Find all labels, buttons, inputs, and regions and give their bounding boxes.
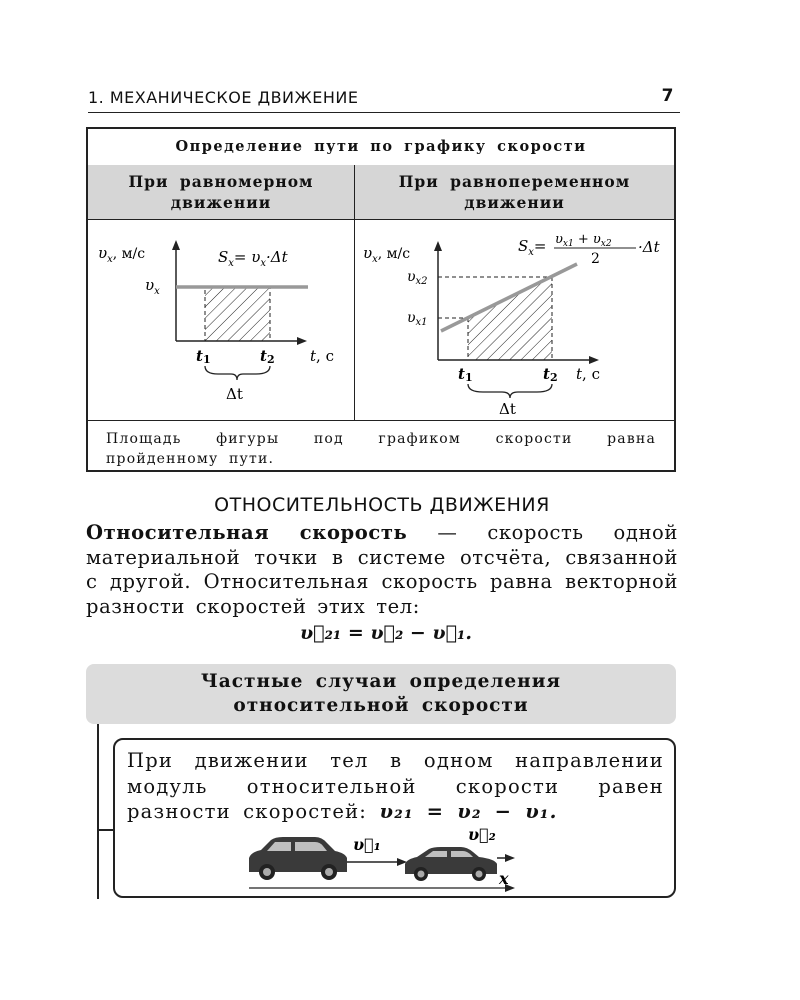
uniform-distance-formula: $S_x= \upsilon_x\cdot\Delta t$ — [218, 248, 288, 269]
car-2-icon — [405, 847, 497, 881]
uniform-graph-cell — [88, 220, 355, 420]
t1-label: t1 — [458, 365, 473, 384]
delta-t-brace — [468, 384, 552, 398]
relative-velocity-definition — [86, 521, 678, 619]
velocity-level-label: $\upsilon_x$ — [145, 276, 160, 297]
case-bracket-tick — [97, 829, 113, 831]
velocity-axis-label: $\upsilon_x$, м/с — [98, 244, 146, 265]
column-header-uniform — [88, 165, 355, 220]
section-title: ОТНОСИТЕЛЬНОСТЬ ДВИЖЕНИЯ — [214, 494, 550, 516]
v2-vector-label: υ⃗₂ — [468, 826, 496, 844]
special-cases-title-line2: относительной скорости — [233, 695, 529, 716]
page-header — [88, 86, 680, 113]
variable-velocity-graph — [355, 220, 674, 420]
two-cars-illustration — [115, 826, 675, 896]
case-description: При движении тел в одном направлении модуль относительной скорости равен разности скоростей: — [127, 749, 664, 823]
velocity-axis-arrow — [434, 241, 442, 251]
delta-t-label: Δt — [499, 400, 516, 418]
time-axis-arrow — [589, 356, 599, 364]
t2-label: t2 — [260, 347, 275, 366]
column-header-variable — [355, 165, 674, 220]
case-formula: υ₂₁ = υ₂ − υ₁. — [379, 800, 558, 823]
term-relative-velocity: Относительная скорость — [86, 521, 408, 544]
column-header-uniform-line1: При равномерном — [128, 172, 314, 191]
v2-arrowhead — [505, 854, 515, 862]
delta-t-label: Δt — [226, 385, 243, 403]
velocity-axis-arrow — [172, 240, 180, 250]
table-title: Определение пути по графику скорости — [88, 129, 674, 166]
same-direction-case-box — [113, 738, 676, 898]
x-axis-label: x — [499, 869, 509, 888]
special-cases-banner — [86, 664, 676, 724]
definition-text: — скорость одной материальной точки в системе отсчёта, связанной с другой. Относительная скорость равна векторной разности скоростей этих тел: — [86, 521, 678, 618]
relative-velocity-vector-formula: υ⃗₂₁ = υ⃗₂ − υ⃗₁. — [300, 622, 472, 644]
variable-graph-cell — [355, 220, 674, 420]
formula-numerator: $\upsilon_{x1} + \upsilon_{x2}$ — [555, 232, 612, 249]
column-header-variable-line1: При равнопеременном — [398, 172, 631, 191]
time-axis-label: t, с — [576, 365, 600, 383]
v1-label: $\upsilon_{x1}$ — [407, 310, 428, 328]
distance-area — [205, 287, 270, 341]
time-axis-arrow — [297, 337, 307, 345]
distance-from-velocity-table — [86, 127, 676, 472]
velocity-axis-label: $\upsilon_x$, м/с — [363, 244, 411, 265]
table-footnote: Площадь фигуры под графиком скорости равна пройденному пути. — [88, 420, 674, 470]
special-cases-title-line1: Частные случаи определения — [200, 671, 562, 692]
car-1-icon — [249, 837, 347, 880]
chapter-title: 1. МЕХАНИЧЕСКОЕ ДВИЖЕНИЕ — [88, 88, 359, 107]
time-axis-label: t, с — [310, 347, 334, 365]
page-number: 7 — [661, 86, 674, 106]
column-header-uniform-line2: движении — [170, 193, 272, 212]
same-direction-case-text — [127, 748, 664, 825]
t2-label: t2 — [543, 365, 558, 384]
variable-distance-formula: $S_x=$ — [518, 237, 547, 258]
formula-denominator: 2 — [591, 251, 600, 267]
case-bracket-vertical — [97, 724, 99, 899]
column-header-variable-line2: движении — [464, 193, 565, 212]
t1-label: t1 — [196, 347, 211, 366]
v1-vector-label: υ⃗₁ — [353, 835, 381, 854]
formula-delta-t: ·Δt — [638, 238, 660, 256]
uniform-velocity-graph — [88, 220, 353, 420]
distance-area — [468, 277, 552, 360]
v2-label: $\upsilon_{x2}$ — [407, 269, 428, 287]
delta-t-brace — [205, 366, 270, 380]
